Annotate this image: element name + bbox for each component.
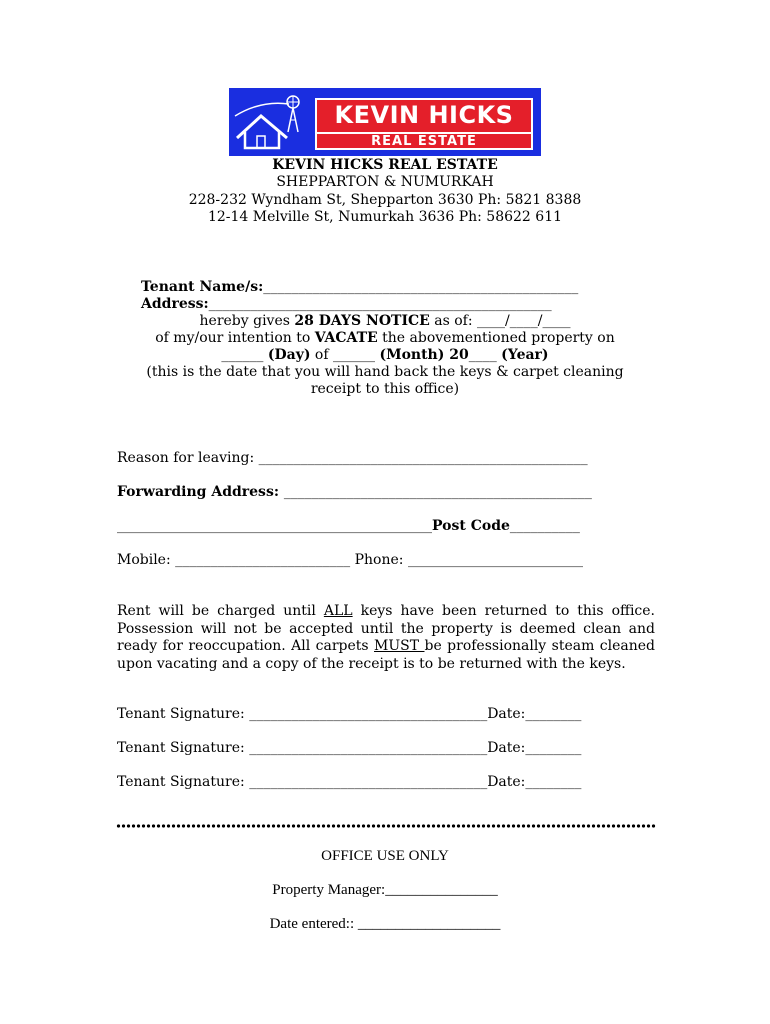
company-name: KEVIN HICKS REAL ESTATE (272, 157, 498, 173)
date-entered-field[interactable]: ___________________ (357, 916, 501, 932)
rent-text-3: be professionally steam cleaned upon vacating and a copy of the receipt is to be returned with the keys. (117, 638, 655, 672)
dotted-divider (116, 824, 656, 828)
month-label: (Month) 20 (379, 347, 469, 363)
postcode-row (117, 518, 580, 534)
tenant-name-label: Tenant Name/s: (141, 279, 264, 295)
signature-date-field[interactable]: ________ (525, 706, 582, 722)
signature-row (117, 706, 581, 722)
signature-date-label: Date: (487, 774, 526, 790)
address-shepparton: 228-232 Wyndham St, Shepparton 3630 Ph: 5821 8388 (188, 192, 582, 208)
address-field[interactable]: _________________________________________________ (208, 296, 552, 312)
keys-note-line2: receipt to this office) (310, 381, 460, 397)
signature-field[interactable]: __________________________________ (249, 740, 488, 756)
address-numurkah: 12-14 Melville St, Numurkah 3636 Ph: 58622 611 (207, 209, 563, 225)
signature-date-label: Date: (487, 740, 526, 756)
vacate-word: VACATE (314, 330, 378, 346)
forwarding-label: Forwarding Address: (117, 484, 284, 500)
intent-text-post: the abovementioned property on (377, 330, 615, 346)
date-entered-row (0, 916, 770, 933)
intent-text-pre: of my/our intention to (155, 330, 315, 346)
all-keys-emphasis: ALL (323, 603, 353, 619)
windmill-icon (281, 94, 305, 134)
phone-label: Phone: (350, 552, 408, 568)
signature-date-label: Date: (487, 706, 526, 722)
rent-paragraph (117, 603, 655, 673)
year-field[interactable]: ____ (468, 347, 502, 363)
signature-field[interactable]: __________________________________ (249, 774, 488, 790)
postcode-label: Post Code (432, 518, 510, 534)
signature-row (117, 774, 581, 790)
year-label: (Year) (501, 347, 549, 363)
signature-date-field[interactable]: ________ (525, 740, 582, 756)
signature-label: Tenant Signature: (117, 774, 250, 790)
must-emphasis: MUST (374, 638, 425, 654)
rent-text-2: keys have been returned to this office. Possession will not be accepted until the property is deemed clean and ready for reoccupation. All carpets (117, 603, 655, 654)
vacate-date-line (0, 347, 770, 363)
day-label: (Day) (267, 347, 311, 363)
notice-period: 28 DAYS NOTICE (294, 313, 430, 329)
contact-row (117, 552, 583, 568)
signature-row (117, 740, 581, 756)
month-field[interactable]: of ______ (310, 347, 380, 363)
logo-brand-sub: REAL ESTATE (371, 134, 477, 149)
forwarding-field[interactable]: ____________________________________________ (283, 484, 592, 500)
date-entered-label: Date entered:: (269, 916, 358, 932)
property-manager-row (0, 882, 770, 899)
company-locations: SHEPPARTON & NUMURKAH (276, 174, 494, 190)
rent-text-1: Rent will be charged until (117, 603, 324, 619)
office-use-title: OFFICE USE ONLY (321, 848, 449, 864)
tenant-name-row (141, 279, 578, 295)
signature-label: Tenant Signature: (117, 740, 250, 756)
day-field[interactable]: ______ (221, 347, 268, 363)
signature-label: Tenant Signature: (117, 706, 250, 722)
intent-line (0, 330, 770, 346)
mobile-label: Mobile: (117, 552, 176, 568)
reason-label: Reason for leaving: (117, 450, 259, 466)
reason-field[interactable]: _______________________________________________ (258, 450, 588, 466)
company-logo (229, 88, 541, 156)
notice-line (0, 313, 770, 329)
signature-field[interactable]: __________________________________ (249, 706, 488, 722)
tenant-name-field[interactable]: _____________________________________________ (263, 279, 579, 295)
property-manager-field[interactable]: _______________ (385, 882, 498, 898)
postcode-field[interactable]: __________ (509, 518, 580, 534)
signature-date-field[interactable]: ________ (525, 774, 582, 790)
notice-date-field[interactable]: as of: ____/____/____ (429, 313, 571, 329)
logo-brand-name: KEVIN HICKS (334, 101, 514, 129)
phone-field[interactable]: _________________________ (407, 552, 583, 568)
address-label: Address: (141, 296, 209, 312)
forwarding-row (117, 484, 592, 500)
keys-note-line1: (this is the date that you will hand back the keys & carpet cleaning (146, 364, 624, 380)
address-row (141, 296, 552, 312)
mobile-field[interactable]: _________________________ (175, 552, 351, 568)
forwarding-address-line2-field[interactable]: _____________________________________________ (117, 518, 432, 534)
reason-row (117, 450, 588, 466)
notice-text-pre: hereby gives (199, 313, 295, 329)
property-manager-label: Property Manager: (272, 882, 386, 898)
